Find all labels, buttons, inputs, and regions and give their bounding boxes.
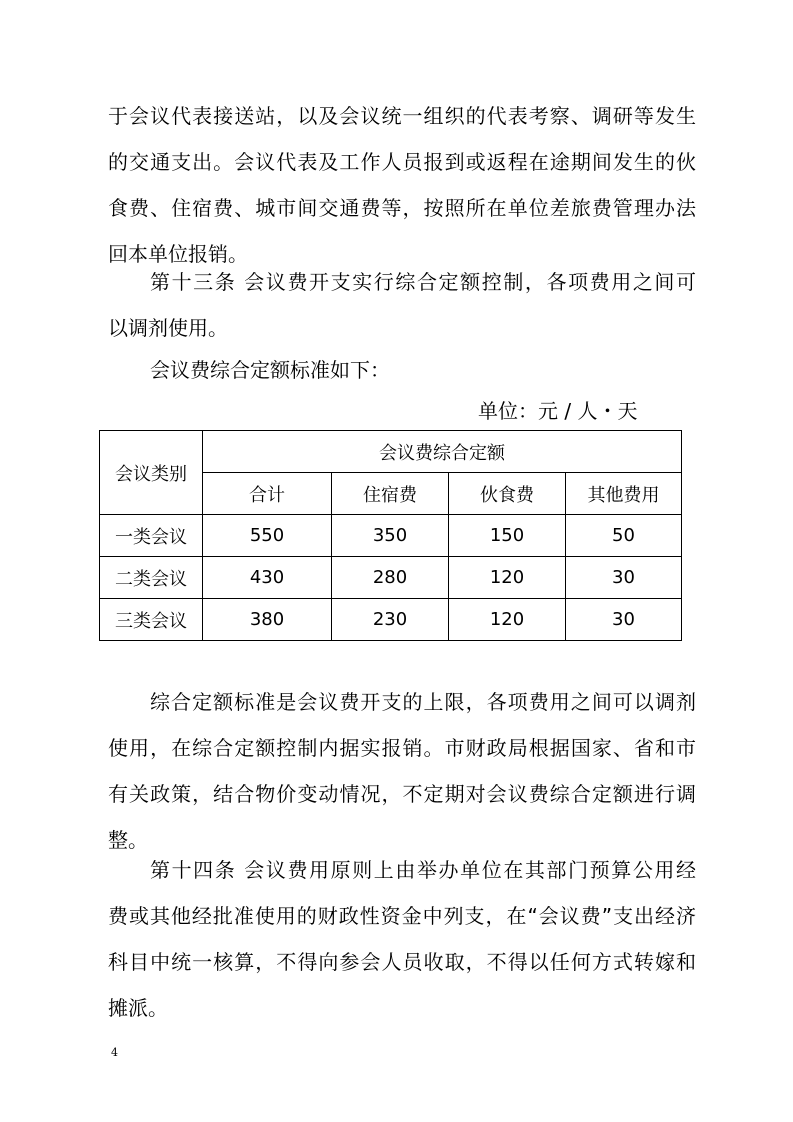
text-line: 有关政策，结合物价变动情况，不定期对会议费综合定额进行调 [108, 782, 696, 806]
text-line: 综合定额标准是会议费开支的上限，各项费用之间可以调剂 [150, 690, 696, 714]
text-line: 费或其他经批准使用的财政性资金中列支，在“会议费”支出经济 [108, 904, 696, 928]
text-line: 使用，在综合定额控制内据实报销。市财政局根据国家、省和市 [108, 736, 696, 760]
row-label: 一类会议 [100, 515, 203, 557]
text-line: 回本单位报销。 [108, 242, 248, 266]
text-line: 第十四条 会议费用原则上由举办单位在其部门预算公用经 [150, 858, 696, 882]
row-label: 三类会议 [100, 599, 203, 641]
table-cell: 230 [332, 599, 449, 641]
table-cell: 150 [449, 515, 566, 557]
text-line: 摊派。 [108, 996, 168, 1020]
paragraph-standard-limit [108, 692, 696, 876]
table-cell: 550 [203, 515, 332, 557]
table-cell: 120 [449, 599, 566, 641]
table-cell: 30 [566, 599, 682, 641]
paragraph-standard-intro [108, 360, 696, 380]
paragraph-article-14 [108, 860, 696, 1044]
table-cell: 430 [203, 557, 332, 599]
text-line: 以调剂使用。 [108, 316, 228, 340]
paragraph-article-13 [108, 272, 696, 364]
text-line: 于会议代表接送站，以及会议统一组织的代表考察、调研等发生 [108, 104, 696, 128]
column-header-meals: 伙食费 [449, 473, 566, 515]
table-cell: 280 [332, 557, 449, 599]
table-cell: 120 [449, 557, 566, 599]
table-cell: 380 [203, 599, 332, 641]
text-line: 的交通支出。会议代表及工作人员报到或返程在途期间发生的伙 [108, 150, 696, 174]
table-row [100, 515, 682, 557]
table-header-group: 会议费综合定额 [203, 431, 682, 473]
table-cell: 350 [332, 515, 449, 557]
column-header-total: 合计 [203, 473, 332, 515]
page-number: 4 [111, 1046, 118, 1059]
table-header-category: 会议类别 [100, 431, 203, 515]
row-label: 二类会议 [100, 557, 203, 599]
column-header-lodging: 住宿费 [332, 473, 449, 515]
paragraph-transport-expenses [108, 104, 696, 294]
unit-label: 单位：元 / 人・天 [478, 399, 638, 423]
text-line: 科目中统一核算，不得向参会人员收取，不得以任何方式转嫁和 [108, 950, 696, 974]
table-row [100, 599, 682, 641]
text-line: 食费、住宿费、城市间交通费等，按照所在单位差旅费管理办法 [108, 196, 696, 220]
table-cell: 30 [566, 557, 682, 599]
table-cell: 50 [566, 515, 682, 557]
table-row [100, 557, 682, 599]
meeting-fee-standard-table [99, 430, 682, 641]
text-line: 会议费综合定额标准如下： [150, 358, 390, 382]
text-line: 第十三条 会议费开支实行综合定额控制，各项费用之间可 [150, 270, 696, 294]
column-header-other: 其他费用 [566, 473, 682, 515]
text-line: 整。 [108, 828, 148, 852]
